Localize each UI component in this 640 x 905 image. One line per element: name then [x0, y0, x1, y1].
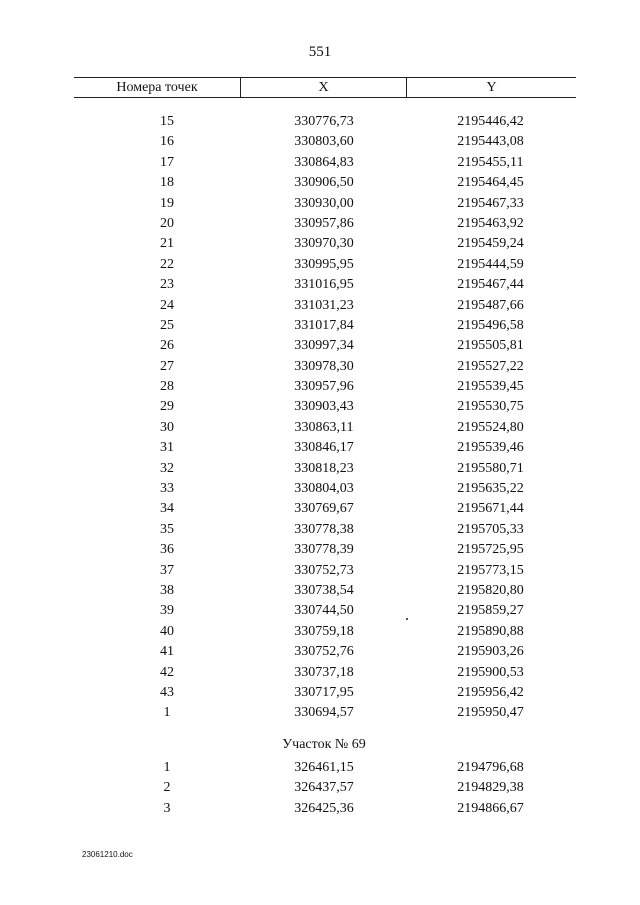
scan-speck [406, 618, 408, 620]
table-row [0, 758, 640, 778]
y-value: 2195890,88 [457, 623, 524, 639]
x-value: 331016,95 [294, 277, 354, 293]
table-row [0, 153, 640, 173]
x-value: 330903,43 [294, 399, 354, 415]
table-row [0, 112, 640, 132]
table-row [0, 255, 640, 275]
point-number: 33 [160, 481, 174, 497]
x-value: 330778,38 [294, 521, 354, 537]
point-number: 36 [160, 542, 174, 558]
table-row [0, 132, 640, 152]
point-number: 21 [160, 236, 174, 252]
table-row [0, 316, 640, 336]
y-value: 2195524,80 [457, 419, 524, 435]
page-number: 551 [308, 44, 332, 60]
y-value: 2195463,92 [457, 215, 524, 231]
section-title-text: Участок № 69 [282, 736, 366, 752]
point-number: 31 [160, 440, 174, 456]
y-value: 2194866,67 [457, 800, 524, 816]
y-value: 2195459,24 [457, 236, 524, 252]
table-row [0, 622, 640, 642]
point-number: 18 [160, 175, 174, 191]
table-row [0, 397, 640, 417]
y-value: 2195444,59 [457, 256, 524, 272]
table-row [0, 479, 640, 499]
x-value: 330995,95 [294, 256, 354, 272]
y-value: 2195539,45 [457, 379, 524, 395]
x-value: 330957,96 [294, 379, 354, 395]
y-value: 2195446,42 [457, 114, 524, 129]
table-header [74, 77, 576, 98]
point-number: 23 [160, 277, 174, 293]
coordinate-table [0, 112, 640, 819]
table-row [0, 336, 640, 356]
point-number: 1 [163, 759, 171, 775]
table-row [0, 418, 640, 438]
y-value: 2195505,81 [457, 338, 524, 354]
table-row [0, 601, 640, 621]
point-number: 41 [160, 644, 174, 660]
x-value: 330752,76 [294, 644, 354, 660]
x-value: 331031,23 [294, 297, 354, 313]
y-value: 2195900,53 [457, 664, 524, 680]
point-number: 19 [160, 195, 174, 211]
x-value: 326437,57 [294, 780, 354, 796]
point-number: 25 [160, 317, 174, 333]
table-row [0, 214, 640, 234]
x-value: 330846,17 [294, 440, 354, 456]
point-number: 29 [160, 399, 174, 415]
x-value: 331017,84 [294, 317, 354, 333]
x-value: 326461,15 [294, 759, 354, 775]
point-number: 20 [160, 215, 174, 231]
point-number: 35 [160, 521, 174, 537]
point-number: 17 [160, 154, 174, 170]
point-number: 27 [160, 358, 174, 374]
x-value: 326425,36 [294, 800, 354, 816]
table-row [0, 642, 640, 662]
header-x: X [241, 78, 407, 97]
y-value: 2195635,22 [457, 481, 524, 497]
table-row [0, 357, 640, 377]
y-value: 2195725,95 [457, 542, 524, 558]
table-row [0, 703, 640, 723]
y-value: 2195903,26 [457, 644, 524, 660]
y-value: 2194829,38 [457, 780, 524, 796]
table-row [0, 499, 640, 519]
y-value: 2195820,80 [457, 582, 524, 598]
section-title [0, 724, 640, 758]
x-value: 330717,95 [294, 684, 354, 700]
table-row [0, 581, 640, 601]
y-value: 2195496,58 [457, 317, 524, 333]
y-value: 2195487,66 [457, 297, 524, 313]
point-number: 39 [160, 603, 174, 619]
x-value: 330970,30 [294, 236, 354, 252]
table-row [0, 540, 640, 560]
point-number: 37 [160, 562, 174, 578]
x-value: 330978,30 [294, 358, 354, 374]
y-value: 2195467,44 [457, 277, 524, 293]
y-value: 2195956,42 [457, 684, 524, 700]
point-number: 22 [160, 256, 174, 272]
y-value: 2194796,68 [457, 759, 524, 775]
x-value: 330744,50 [294, 603, 354, 619]
point-number: 1 [163, 705, 171, 721]
table-row [0, 459, 640, 479]
x-value: 330776,73 [294, 114, 354, 129]
y-value: 2195443,08 [457, 134, 524, 150]
y-value: 2195464,45 [457, 175, 524, 191]
point-number: 2 [163, 780, 171, 796]
y-value: 2195773,15 [457, 562, 524, 578]
y-value: 2195527,22 [457, 358, 524, 374]
table-row [0, 778, 640, 798]
table-row [0, 683, 640, 703]
table-row [0, 296, 640, 316]
point-number: 24 [160, 297, 174, 313]
x-value: 330759,18 [294, 623, 354, 639]
point-number: 28 [160, 379, 174, 395]
point-number: 40 [160, 623, 174, 639]
x-value: 330957,86 [294, 215, 354, 231]
x-value: 330738,54 [294, 582, 354, 598]
x-value: 330803,60 [294, 134, 354, 150]
table-row [0, 377, 640, 397]
x-value: 330863,11 [294, 419, 354, 435]
header-y: Y [486, 80, 497, 95]
table-row [0, 520, 640, 540]
table-row [0, 561, 640, 581]
point-number: 34 [160, 501, 174, 517]
x-value: 330769,67 [294, 501, 354, 517]
table-row [0, 799, 640, 819]
x-value: 330737,18 [294, 664, 354, 680]
table-row [0, 275, 640, 295]
x-value: 330997,34 [294, 338, 354, 354]
point-number: 30 [160, 419, 174, 435]
x-value: 330778,39 [294, 542, 354, 558]
point-number: 38 [160, 582, 174, 598]
y-value: 2195705,33 [457, 521, 524, 537]
point-number: 16 [160, 134, 174, 150]
y-value: 2195467,33 [457, 195, 524, 211]
x-value: 330818,23 [294, 460, 354, 476]
table-row [0, 438, 640, 458]
y-value: 2195530,75 [457, 399, 524, 415]
x-value: 330906,50 [294, 175, 354, 191]
point-number: 3 [163, 800, 171, 816]
x-value: 330752,73 [294, 562, 354, 578]
table-row [0, 173, 640, 193]
y-value: 2195539,46 [457, 440, 524, 456]
y-value: 2195455,11 [457, 154, 524, 170]
point-number: 43 [160, 684, 174, 700]
y-value: 2195671,44 [457, 501, 524, 517]
y-value: 2195580,71 [457, 460, 524, 476]
point-number: 15 [160, 114, 174, 129]
table-row [0, 663, 640, 683]
y-value: 2195950,47 [457, 705, 524, 721]
point-number: 32 [160, 460, 174, 476]
header-points: Номера точек [74, 78, 241, 97]
y-value: 2195859,27 [457, 603, 524, 619]
point-number: 26 [160, 338, 174, 354]
x-value: 330694,57 [294, 705, 354, 721]
table-row [0, 194, 640, 214]
x-value: 330864,83 [294, 154, 354, 170]
x-value: 330930,00 [294, 195, 354, 211]
x-value: 330804,03 [294, 481, 354, 497]
table-row [0, 234, 640, 254]
point-number: 42 [160, 664, 174, 680]
footer-filename: 23061210.doc [82, 850, 133, 859]
